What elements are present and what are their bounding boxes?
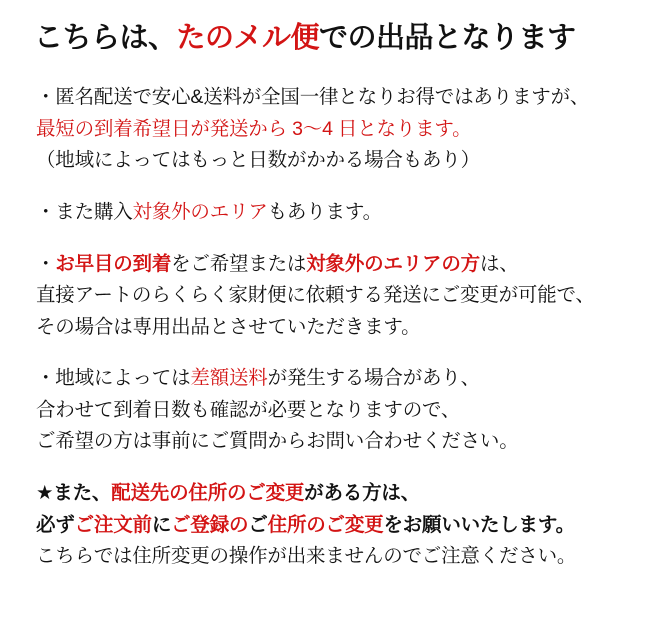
text-run: 必ず <box>36 513 75 536</box>
text-line <box>22 363 628 395</box>
text-run: ご登録の <box>171 513 249 536</box>
text-run: ・匿名配送で安心&送料が全国一律となりお得ではありますが、 <box>36 86 590 109</box>
text-run: 直接アートのらくらく家財便に依頼する発送にご変更が可能で、 <box>36 284 595 307</box>
text-run: ご注文前 <box>74 513 152 536</box>
text-line <box>22 426 628 458</box>
text-line <box>22 82 628 114</box>
document-body <box>22 82 628 573</box>
text-run: をお願いいたします。 <box>383 513 575 536</box>
text-run: こちらでは住所変更の操作が出来ませんのでご注意ください。 <box>36 545 577 568</box>
text-run: は、 <box>479 252 519 275</box>
text-run: 対象外のエリア <box>132 200 268 223</box>
text-line <box>22 312 628 344</box>
text-run: ご <box>248 513 268 536</box>
text-run: 配送先の住所のご変更 <box>111 482 305 505</box>
text-line <box>22 249 628 281</box>
text-line <box>22 395 628 427</box>
text-run: がある方は、 <box>304 482 421 505</box>
text-line <box>22 510 628 542</box>
text-run: 最短の到着希望日が発送から 3〜4 日となります。 <box>36 117 472 140</box>
text-run: をご希望または <box>171 252 307 275</box>
text-run: ・また購入 <box>36 200 133 223</box>
text-run: （地域によってはもっと日数がかかる場合もあり） <box>36 149 480 172</box>
text-run: その場合は専用出品とさせていただきます。 <box>36 315 421 338</box>
text-run: ・ <box>36 252 56 275</box>
title-highlight: たのメル便 <box>176 22 320 54</box>
text-run: 差額送料 <box>190 367 268 390</box>
text-line <box>22 197 628 229</box>
paragraph-extra-fee <box>22 363 628 458</box>
paragraph-address-change <box>22 478 628 573</box>
paragraph-anonymous-shipping <box>22 82 628 177</box>
text-run: 合わせて到着日数も確認が必要となりますので、 <box>36 398 461 421</box>
text-run: ★また、 <box>36 482 112 505</box>
paragraph-excluded-area <box>22 197 628 229</box>
title-part-3: での出品となります <box>319 22 576 54</box>
text-run: ご希望の方は事前にご質問からお問い合わせください。 <box>36 430 519 453</box>
text-line <box>22 478 628 510</box>
text-line <box>22 541 628 573</box>
text-run: もあります。 <box>267 200 382 223</box>
text-line <box>22 145 628 177</box>
text-run: 対象外のエリアの方 <box>306 252 480 275</box>
text-run: が発生する場合があり、 <box>267 367 480 390</box>
text-run: 住所のご変更 <box>267 513 384 536</box>
title-part-1: こちらは、 <box>34 22 177 54</box>
page-title <box>34 20 628 56</box>
text-run: お早目の到着 <box>55 252 172 275</box>
paragraph-early-arrival <box>22 249 628 344</box>
text-line <box>22 114 628 146</box>
text-line <box>22 280 628 312</box>
text-run: に <box>151 513 172 536</box>
text-run: ・地域によっては <box>36 367 191 390</box>
